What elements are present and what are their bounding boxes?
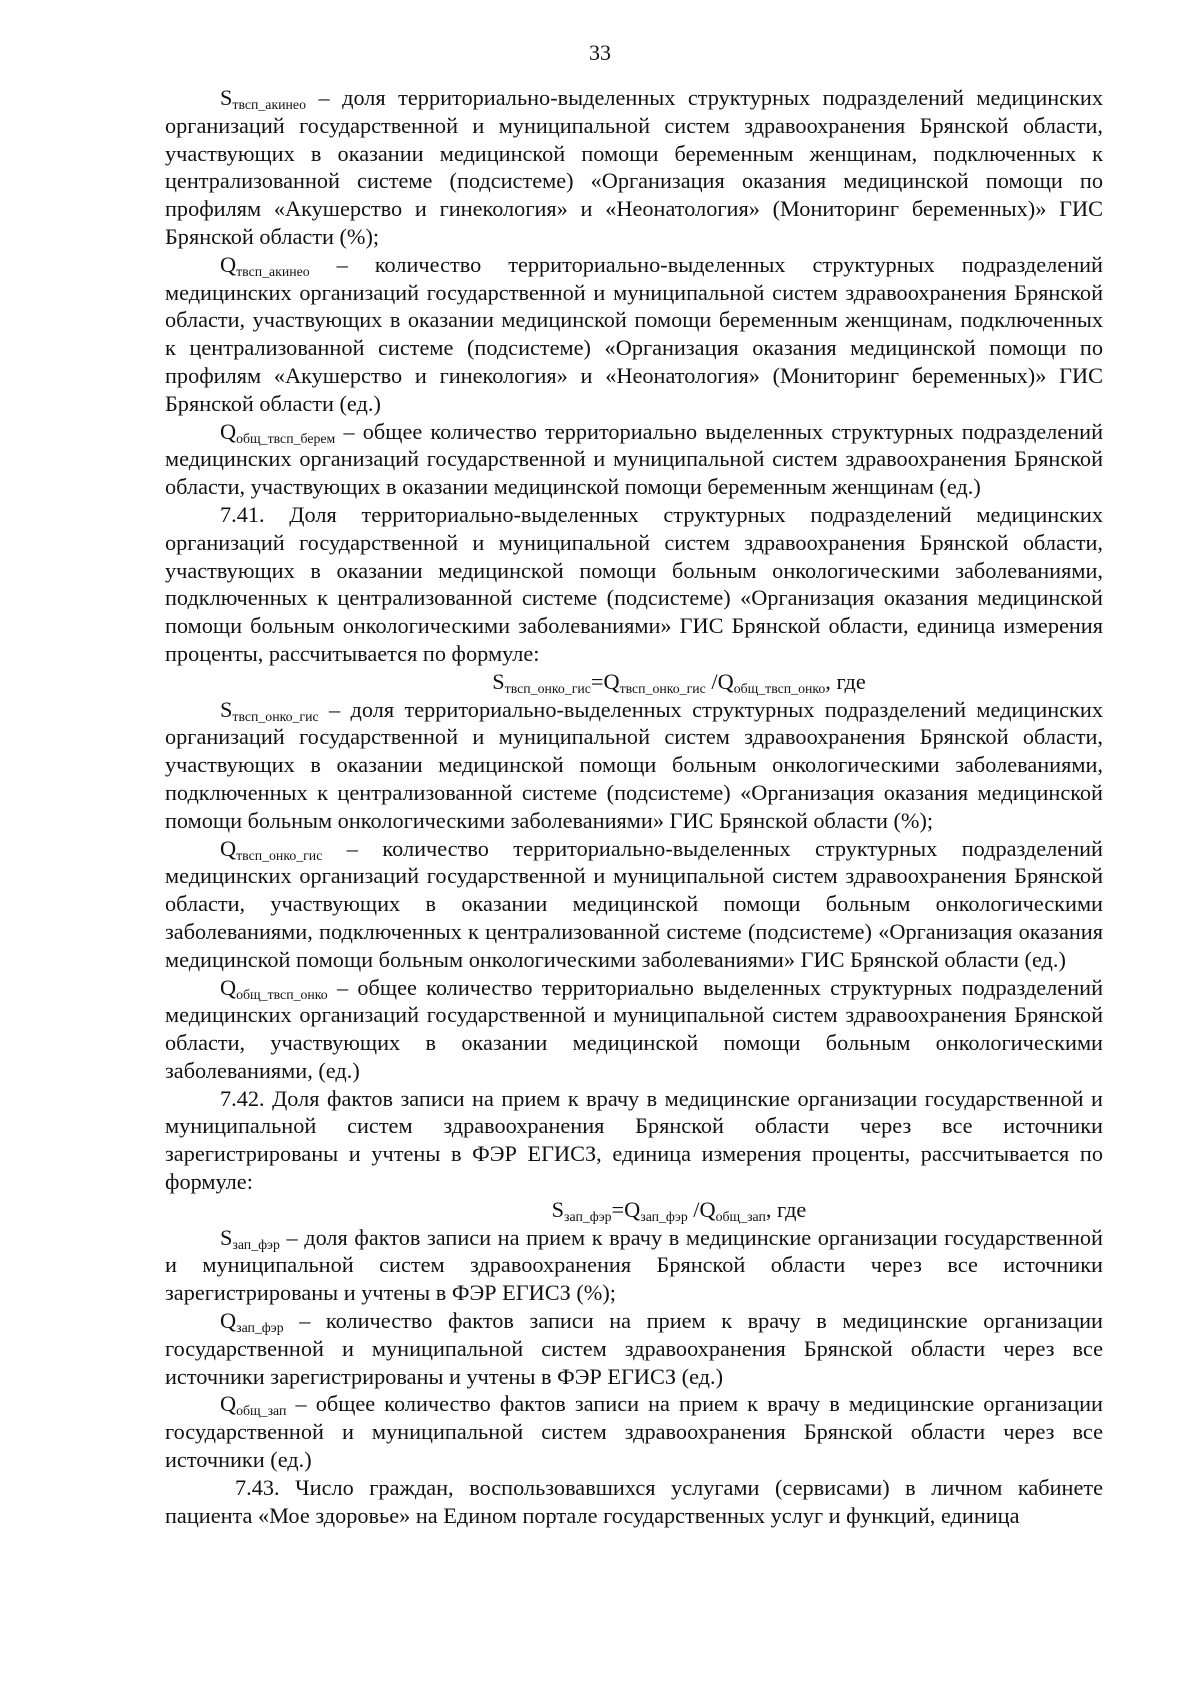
definition-paragraph: $S_{зап\_фэр}$ – доля фактов записи на прием к врачу в медицинские организации государственной и муниципальной систем здравоохранения Брянской области через все источники зарегистрированы и учтены в ФЭР ЕГИСЗ (%);	[165, 1224, 1103, 1306]
definition-paragraph: $Q_{твсп\_акинео}$ – количество территориально-выделенных структурных подразделений медицинских организаций государственной и муниципальной систем здравоохранения Брянской области, участвующих в оказании медицинской помощи беременным женщинам, подключенных к централизованной системе (подсистеме) «Организация оказания медицинской помощи по профилям «Акушерство и гинекология» и «Неонатология» (Мониторинг беременных)» ГИС Брянской области (ед.)	[165, 251, 1103, 416]
definition-paragraph: $Q_{зап\_фэр}$ – количество фактов записи на прием к врачу в медицинские организации государственной и муниципальной систем здравоохранения Брянской области через все источники зарегистрированы и учтены в ФЭР ЕГИСЗ (ед.)	[165, 1308, 1103, 1389]
symbol: $Q_{общ\_твсп\_берем}$	[220, 418, 336, 446]
symbol: $Q_{твсп\_онко\_гис}$	[220, 835, 323, 863]
section-paragraph: 7.41. Доля территориально-выделенных структурных подразделений медицинских организаций государственной и муниципальной систем здравоохранения Брянской области, участвующих в оказании медицинской помощи больным онкологическими заболеваниями, подключенных к централизованной системе (подсистеме) «Организация оказания медицинской помощи больным онкологическими заболеваниями» ГИС Брянской области, единица измерения проценты, рассчитывается по формуле:	[165, 501, 1103, 666]
symbol: $Q_{общ\_зап}$	[220, 1391, 287, 1419]
symbol: $S_{зап\_фэр}$	[220, 1224, 280, 1252]
formula: $S_{твсп\_онко\_гис}=Q_{твсп\_онко\_гис}$ $/Q_{общ\_твсп\_онко}$, где	[492, 668, 866, 696]
symbol: $Q_{зап\_фэр}$	[220, 1308, 284, 1335]
symbol: $S_{твсп\_онко\_гис}$	[220, 696, 319, 724]
section-paragraph: 7.42. Доля фактов записи на прием к врачу в медицинские организации государственной и муниципальной систем здравоохранения Брянской области через все источники зарегистрированы и учтены в ФЭР ЕГИСЗ, единица измерения проценты, рассчитывается по формуле:	[165, 1085, 1103, 1195]
page-number: 33	[589, 40, 611, 65]
symbol: $Q_{общ\_твсп\_онко}$	[220, 974, 328, 1002]
section-paragraph: 7.43. Число граждан, воспользовавшихся услугами (сервисами) в личном кабинете пациента «Мое здоровье» на Едином портале государственных услуг и функций, единица	[165, 1474, 1103, 1528]
definition-paragraph: $Q_{общ\_зап}$ – общее количество фактов записи на прием к врачу в медицинские организации государственной и муниципальной систем здравоохранения Брянской области через все источники (ед.)	[165, 1391, 1103, 1473]
definition-paragraph: $S_{твсп\_акинео}$ – доля территориально-выделенных структурных подразделений медицинских организаций государственной и муниципальной систем здравоохранения Брянской области, участвующих в оказании медицинской помощи беременным женщинам, подключенных к централизованной системе (подсистеме) «Организация оказания медицинской помощи по профилям «Акушерство и гинекология» и «Неонатология» (Мониторинг беременных)» ГИС Брянской области (%);	[165, 85, 1103, 249]
definition-paragraph: $Q_{общ\_твсп\_онко}$ – общее количество территориально выделенных структурных подразделений медицинских организаций государственной и муниципальной систем здравоохранения Брянской области, участвующих в оказании медицинской помощи больным онкологическими заболеваниями, (ед.)	[165, 974, 1103, 1083]
symbol: $S_{твсп\_акинео}$	[220, 85, 306, 112]
document-body	[165, 84, 1103, 1529]
definition-paragraph: $Q_{общ\_твсп\_берем}$ – общее количество территориально выделенных структурных подразделений медицинских организаций государственной и муниципальной систем здравоохранения Брянской области, участвующих в оказании медицинской помощи беременным женщинам (ед.)	[165, 418, 1103, 500]
definition-paragraph: $S_{твсп\_онко\_гис}$ – доля территориально-выделенных структурных подразделений медицинских организаций государственной и муниципальной систем здравоохранения Брянской области, участвующих в оказании медицинской помощи больным онкологическими заболеваниями, подключенных к централизованной системе (подсистеме) «Организация оказания медицинской помощи больным онкологическими заболеваниями» ГИС Брянской области (%);	[165, 696, 1103, 833]
definition-paragraph: $Q_{твсп\_онко\_гис}$ – количество территориально-выделенных структурных подразделений медицинских организаций государственной и муниципальной систем здравоохранения Брянской области, участвующих в оказании медицинской помощи больным онкологическими заболеваниями, подключенных к централизованной системе (подсистеме) «Организация оказания медицинской помощи больным онкологическими заболеваниями» ГИС Брянской области (ед.)	[165, 835, 1103, 972]
symbol: $Q_{твсп\_акинео}$	[220, 251, 310, 279]
formula: $S_{зап\_фэр}=Q_{зап\_фэр}$ $/Q_{общ\_зап}$, где	[551, 1196, 807, 1224]
